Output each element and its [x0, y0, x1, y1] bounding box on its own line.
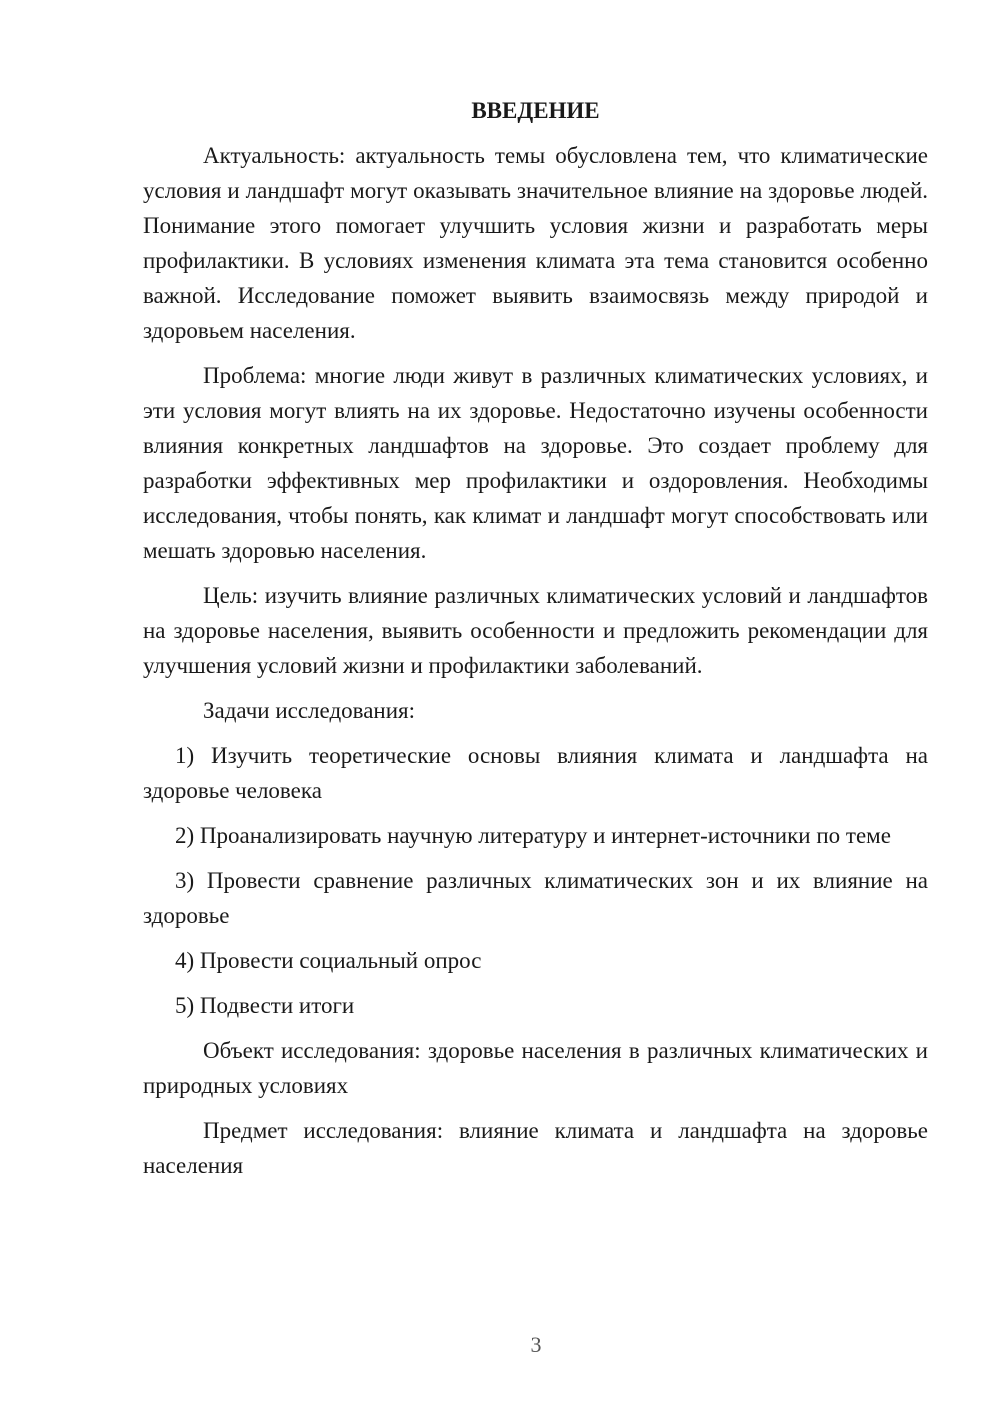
page-number: 3 [530, 1332, 542, 1357]
problem-paragraph: Проблема: многие люди живут в различных климатических условиях, и эти условия могут влиять на их здоровье. Недостаточно изучены особенности влияния конкретных ландшафтов на здоровье. Это создает проблему для разработки эффективных мер профилактики и оздоровления. Необходимы исследования, чтобы понять, как климат и ландшафт могут способствовать или мешать здоровью населения. [143, 363, 928, 563]
page-body [143, 93, 928, 1193]
task-item: 1) Изучить теоретические основы влияния климата и ландшафта на здоровье человека [143, 743, 928, 803]
tasks-list [143, 738, 928, 1023]
task-item: 4) Провести социальный опрос [175, 948, 482, 973]
page-title: ВВЕДЕНИЕ [471, 98, 600, 123]
object-paragraph: Объект исследования: здоровье населения в различных климатических и природных условиях [143, 1038, 928, 1098]
subject-paragraph: Предмет исследования: влияние климата и ландшафта на здоровье населения [143, 1118, 928, 1178]
task-item: 2) Проанализировать научную литературу и интернет-источники по теме [175, 823, 891, 848]
task-item: 5) Подвести итоги [175, 993, 355, 1018]
task-item: 3) Провести сравнение различных климатических зон и их влияние на здоровье [143, 868, 928, 928]
goal-paragraph: Цель: изучить влияние различных климатических условий и ландшафтов на здоровье населения, выявить особенности и предложить рекомендации для улучшения условий жизни и профилактики заболеваний. [143, 583, 928, 678]
relevance-paragraph: Актуальность: актуальность темы обусловлена тем, что климатические условия и ландшафт могут оказывать значительное влияние на здоровье людей. Понимание этого помогает улучшить условия жизни и разработать меры профилактики. В условиях изменения климата эта тема становится особенно важной. Исследование поможет выявить взаимосвязь между природой и здоровьем населения. [143, 143, 928, 343]
tasks-label: Задачи исследования: [203, 698, 416, 723]
